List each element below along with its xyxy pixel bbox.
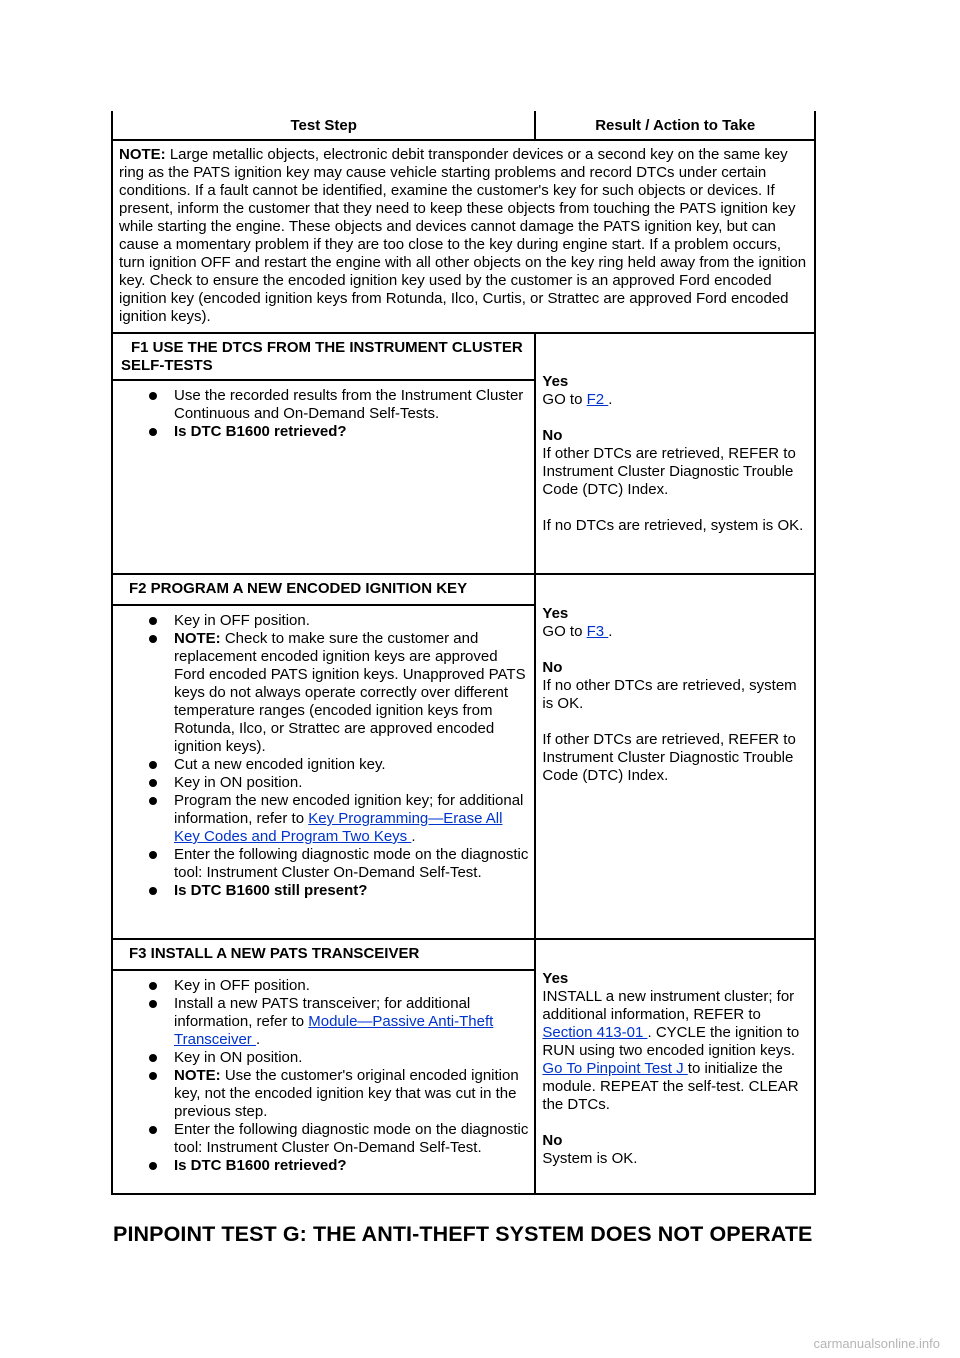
f2-no-line-2: If other DTCs are retrieved, REFER to Instrument Cluster Diagnostic Trouble Code (DTC) Index. [542,731,796,784]
action-item: Key in ON position. [174,774,528,792]
f1-yes-suffix: . [608,390,613,408]
step-f2-title: F2 PROGRAM A NEW ENCODED IGNITION KEY [112,574,535,605]
bullet-icon [149,851,157,859]
action-item: Key in ON position. [174,1049,528,1067]
bullet-icon [149,761,157,769]
bullet-icon [149,1072,157,1080]
action-item: Key in OFF position. [174,612,528,630]
step-f3-title: F3 INSTALL A NEW PATS TRANSCEIVER [112,939,535,970]
f3-yes-text-2: . CYCLE the ignition to RUN using two encoded ignition keys. [542,1024,800,1059]
action-question: Is DTC B1600 retrieved? [174,1157,528,1175]
bullet-icon [149,982,157,990]
step-f3-title-row [112,939,815,970]
step-f1-result [535,333,815,574]
step-f2-actions [112,605,535,939]
section-413-01-link[interactable]: Section 413-01 [542,1024,648,1041]
site-watermark: carmanualsonline.info [813,1336,940,1351]
action-item: Cut a new encoded ignition key. [174,756,528,774]
note-text: Large metallic objects, electronic debit transponder devices or a second key on the same key ring as the PATS ignition key may cause vehicle starting problems and record DTCs under certain conditions. If a fault cannot be identified, examine the customer's key for such objects or devices. If present, inform the customer that they need to keep these objects from touching the PATS ignition key while starting the engine. These objects and devices cannot damage the PATS ignition key, but can cause a momentary problem if they are too close to the key during engine start. If a problem occurs, turn ignition OFF and restart the engine with all other objects on the key ring held away from the ignition key. Check to ensure the encoded ignition key used by the customer is an approved Ford encoded ignition key (encoded ignition keys from Rotunda, Ilco, Curtis, or Strattec are approved Ford encoded ignition keys). [119,146,807,325]
bullet-icon [149,1054,157,1062]
action-note: NOTE: Check to make sure the customer and replacement encoded ignition keys are approved Ford encoded PATS ignition keys. Unapproved PATS keys do not always operate correctly over different temperature ranges (encoded ignition keys from Rotunda, Ilco, or Strattec are approved encoded ignition keys). [174,630,528,756]
step-f2-result [535,574,815,939]
bullet-icon [149,428,157,436]
f3-yes-text-1: INSTALL a new instrument cluster; for additional information, REFER to [542,988,795,1023]
bullet-icon [149,392,157,400]
table-header-row [112,111,815,140]
action-item: Key in OFF position. [174,977,528,995]
bullet-icon [149,887,157,895]
step-f2-title-row [112,574,815,605]
action-item: Use the recorded results from the Instrument Cluster Continuous and On-Demand Self-Tests. [174,387,528,423]
step-f1-actions [112,380,535,574]
header-result-action: Result / Action to Take [535,111,815,140]
f3-no-text: System is OK. [542,1150,638,1167]
bullet-icon [149,1000,157,1008]
action-item: Enter the following diagnostic mode on the diagnostic tool: Instrument Cluster On-Demand Self-Test. [174,846,528,882]
f2-no-line-1: If no other DTCs are retrieved, system is OK. [542,677,797,712]
f1-go-to-f2-link[interactable]: F2 [586,390,609,408]
f1-no-label: No [542,426,563,444]
f1-yes-label: Yes [542,372,569,390]
step-f1-title-row [112,333,815,380]
f2-yes-prefix: GO to [542,623,587,640]
f3-no-label: No [542,1132,563,1149]
f1-yes-prefix: GO to [542,390,587,408]
pinpoint-test-j-link[interactable]: Go To Pinpoint Test J [542,1060,688,1077]
key-programming-link[interactable]: Key Programming—Erase All Key Codes and Program Two Keys [174,810,503,845]
bullet-icon [149,617,157,625]
pinpoint-test-heading: PINPOINT TEST G: THE ANTI-THEFT SYSTEM DOES NOT OPERATE [113,1222,813,1246]
bullet-icon [149,1162,157,1170]
f2-yes-label: Yes [542,605,569,622]
bullet-icon [149,1126,157,1134]
f1-no-line-2: If no DTCs are retrieved, system is OK. [542,516,804,534]
f3-yes-text-3: to initialize the module. REPEAT the self-test. CLEAR the DTCs. [542,1060,799,1113]
f2-yes-suffix: . [608,623,613,640]
action-question: Is DTC B1600 still present? [174,882,528,900]
action-question: Is DTC B1600 retrieved? [174,423,528,441]
f1-no-line-1: If other DTCs are retrieved, REFER to Instrument Cluster Diagnostic Trouble Code (DTC) Index. [542,444,796,498]
general-note [112,140,815,333]
bullet-icon [149,797,157,805]
action-item: Program the new encoded ignition key; for additional information, refer to Key Programming—Erase All Key Codes and Program Two Keys . [174,792,528,846]
step-f1-title: F1 USE THE DTCS FROM THE INSTRUMENT CLUSTER SELF-TESTS [112,333,535,380]
note-label: NOTE: [119,146,166,163]
f2-no-label: No [542,659,563,676]
bullet-icon [149,779,157,787]
step-f3-result [535,939,815,1194]
step-f3-actions [112,970,535,1194]
header-test-step: Test Step [112,111,535,140]
note-row [112,140,815,333]
f2-go-to-f3-link[interactable]: F3 [586,623,609,640]
passive-anti-theft-transceiver-link[interactable]: Module—Passive Anti-Theft Transceiver [174,1013,494,1048]
test-step-table [111,111,816,1195]
action-note: NOTE: Use the customer's original encoded ignition key, not the encoded ignition key that was cut in the previous step. [174,1067,528,1121]
action-item: Enter the following diagnostic mode on the diagnostic tool: Instrument Cluster On-Demand Self-Test. [174,1121,528,1157]
action-item: Install a new PATS transceiver; for additional information, refer to Module—Passive Anti-Theft Transceiver . [174,995,528,1049]
f3-yes-label: Yes [542,970,569,987]
bullet-icon [149,635,157,643]
